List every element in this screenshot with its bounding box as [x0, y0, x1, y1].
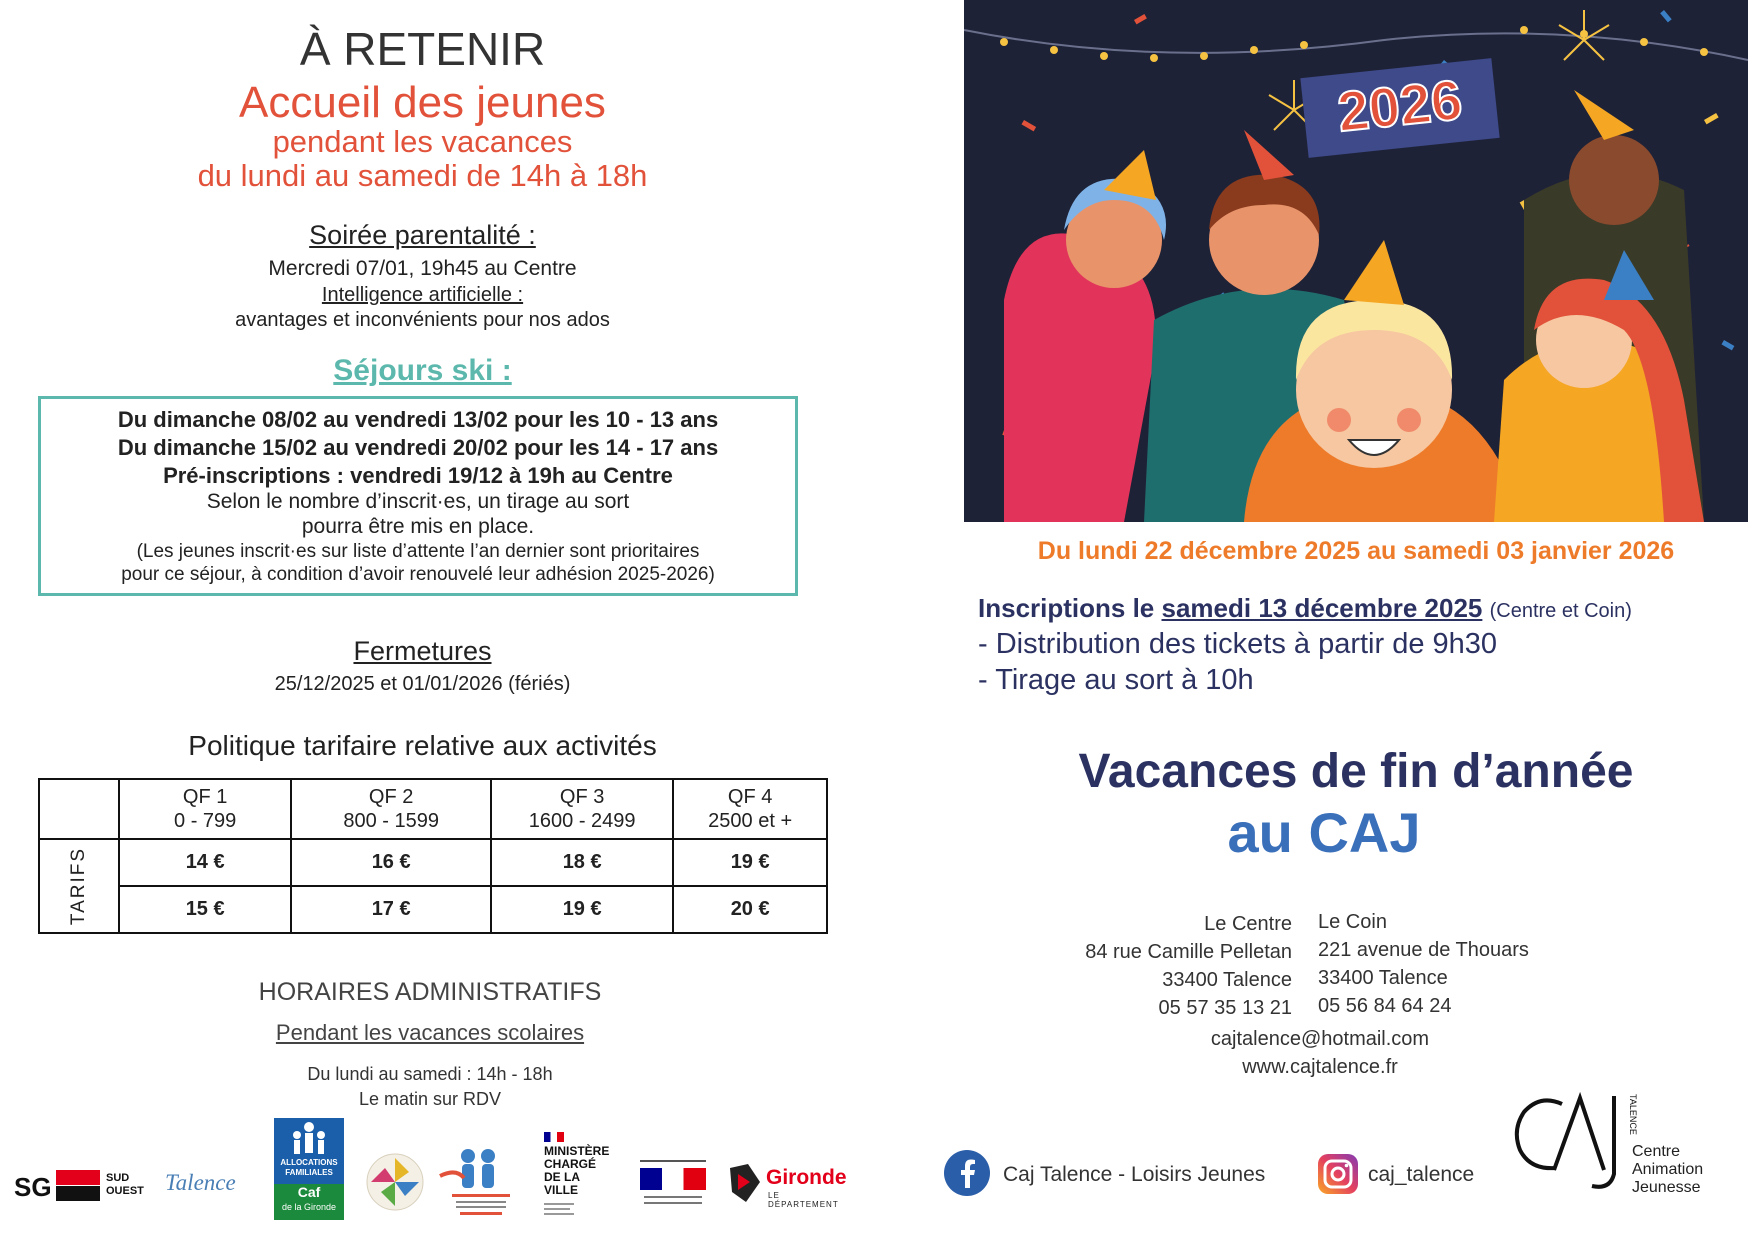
coin-name: Le Coin	[1318, 911, 1387, 933]
caf-logo: ALLOCATIONS FAMILIALES Caf de la Gironde	[274, 1118, 344, 1220]
tarif-cell: 19 €	[673, 839, 827, 886]
gironde-logo: Gironde LE DÉPARTEMENT	[728, 1164, 848, 1204]
ministere-ville-logo: MINISTÈRE CHARGÉ DE LA VILLE	[544, 1132, 614, 1215]
left-column	[0, 0, 850, 1235]
politique-tarifaire-title: Politique tarifaire relative aux activités	[188, 730, 657, 761]
tirage-au-sort: - Tirage au sort à 10h	[978, 664, 1254, 696]
horaires-subtitle: Pendant les vacances scolaires	[275, 1020, 585, 1045]
website-link[interactable]: www.cajtalence.fr	[1242, 1056, 1398, 1078]
tarif-header-qf4: QF 4 2500 et +	[673, 779, 827, 839]
address-coin	[1318, 908, 1618, 1020]
ski-line-6: (Les jeunes inscrit·es sur liste d’attente l’an dernier sont prioritaires	[136, 541, 700, 562]
talence-logo: Talence	[165, 1170, 236, 1195]
facebook-icon[interactable]	[944, 1150, 990, 1196]
tarif-cell: 18 €	[491, 839, 673, 886]
caj-logo-icon	[1510, 1090, 1630, 1200]
ski-info-box	[38, 396, 798, 596]
distribution-tickets: - Distribution des tickets à partir de 9h30	[978, 628, 1498, 660]
horaires-line-1: Du lundi au samedi : 14h - 18h	[307, 1064, 553, 1084]
svg-text:2026: 2026	[1334, 67, 1465, 144]
instagram-link[interactable]: caj_talence	[1368, 1163, 1475, 1186]
reseau-parents-logo-icon	[436, 1146, 526, 1218]
soiree-date: Mercredi 07/01, 19h45 au Centre	[268, 257, 577, 280]
tarif-header-qf2: QF 2 800 - 1599	[291, 779, 491, 839]
contrat-engagement-logo	[640, 1160, 706, 1206]
tarif-table	[38, 778, 828, 934]
caj-subtitle: Centre Animation Jeunesse	[1632, 1143, 1704, 1196]
centre-street: 84 rue Camille Pelletan	[1085, 941, 1292, 963]
ski-line-4: Selon le nombre d’inscrit·es, un tirage au sort	[206, 490, 630, 513]
fermetures-dates: 25/12/2025 et 01/01/2026 (fériés)	[274, 673, 571, 695]
tarif-header-qf3: QF 3 1600 - 2499	[491, 779, 673, 839]
soiree-topic: Intelligence artificielle :	[321, 284, 524, 306]
tarif-cell: 19 €	[491, 886, 673, 933]
caj-talence-vertical: TALENCE	[1628, 1094, 1638, 1135]
tarif-cell: 14 €	[119, 839, 291, 886]
pendant-subheading: pendant les vacances	[272, 124, 573, 159]
ski-title: Séjours ski :	[333, 354, 512, 387]
main-title-caj: au CAJ	[1227, 801, 1421, 864]
inscriptions-place: (Centre et Coin)	[1489, 600, 1632, 622]
facebook-link[interactable]: Caj Talence - Loisirs Jeunes	[1003, 1163, 1266, 1186]
horaires-title: HORAIRES ADMINISTRATIFS	[258, 978, 602, 1006]
fermetures-title: Fermetures	[353, 636, 492, 666]
email-link[interactable]: cajtalence@hotmail.com	[1210, 1028, 1430, 1050]
ski-line-3: Pré-inscriptions : vendredi 19/12 à 19h au Centre	[163, 463, 673, 488]
ski-line-7: pour ce séjour, à condition d’avoir renouvelé leur adhésion 2025-2026)	[121, 564, 715, 585]
horaires-line-2: Le matin sur RDV	[358, 1089, 502, 1109]
ski-line-5: pourra être mis en place.	[301, 515, 535, 538]
celebration-illustration-icon	[964, 0, 1748, 522]
tarif-corner	[39, 779, 119, 839]
ski-line-2: Du dimanche 15/02 au vendredi 20/02 pour les 14 - 17 ans	[117, 435, 719, 460]
centre-city: 33400 Talence	[1162, 969, 1292, 991]
tarif-cell: 20 €	[673, 886, 827, 933]
tarif-cell: 16 €	[291, 839, 491, 886]
pinwheel-logo-icon	[365, 1148, 425, 1212]
tarif-cell: 15 €	[119, 886, 291, 933]
inscriptions-date: samedi 13 décembre 2025	[1161, 593, 1483, 623]
gironde-shape-icon	[728, 1164, 762, 1202]
soiree-description: avantages et inconvénients pour nos ados	[235, 309, 610, 331]
party-illustration	[964, 0, 1748, 522]
address-centre	[1000, 910, 1292, 1022]
a-retenir-heading: À RETENIR	[299, 23, 546, 75]
horaire-subheading: du lundi au samedi de 14h à 18h	[197, 158, 648, 193]
instagram-icon[interactable]	[1318, 1154, 1358, 1194]
main-title: Vacances de fin d’année	[1078, 745, 1634, 798]
coin-city: 33400 Talence	[1318, 967, 1448, 989]
inscriptions-line: Inscriptions le samedi 13 décembre 2025 (Centre et Coin)	[978, 593, 1632, 623]
tarif-cell: 17 €	[291, 886, 491, 933]
soiree-title: Soirée parentalité :	[309, 220, 536, 250]
coin-phone[interactable]: 05 56 84 64 24	[1318, 995, 1452, 1017]
tarif-header-qf1: QF 1 0 - 799	[119, 779, 291, 839]
ski-line-1: Du dimanche 08/02 au vendredi 13/02 pour les 10 - 13 ans	[117, 407, 719, 432]
sg-logo: SG SUD OUEST	[14, 1172, 144, 1202]
centre-name: Le Centre	[1204, 913, 1292, 935]
holiday-dates: Du lundi 22 décembre 2025 au samedi 03 janvier 2026	[1037, 537, 1675, 565]
centre-phone[interactable]: 05 57 35 13 21	[1158, 997, 1292, 1019]
coin-street: 221 avenue de Thouars	[1318, 939, 1529, 961]
caf-family-icon	[289, 1120, 329, 1156]
accueil-heading: Accueil des jeunes	[239, 78, 606, 127]
tarifs-row-label: TARIFS	[39, 839, 119, 933]
